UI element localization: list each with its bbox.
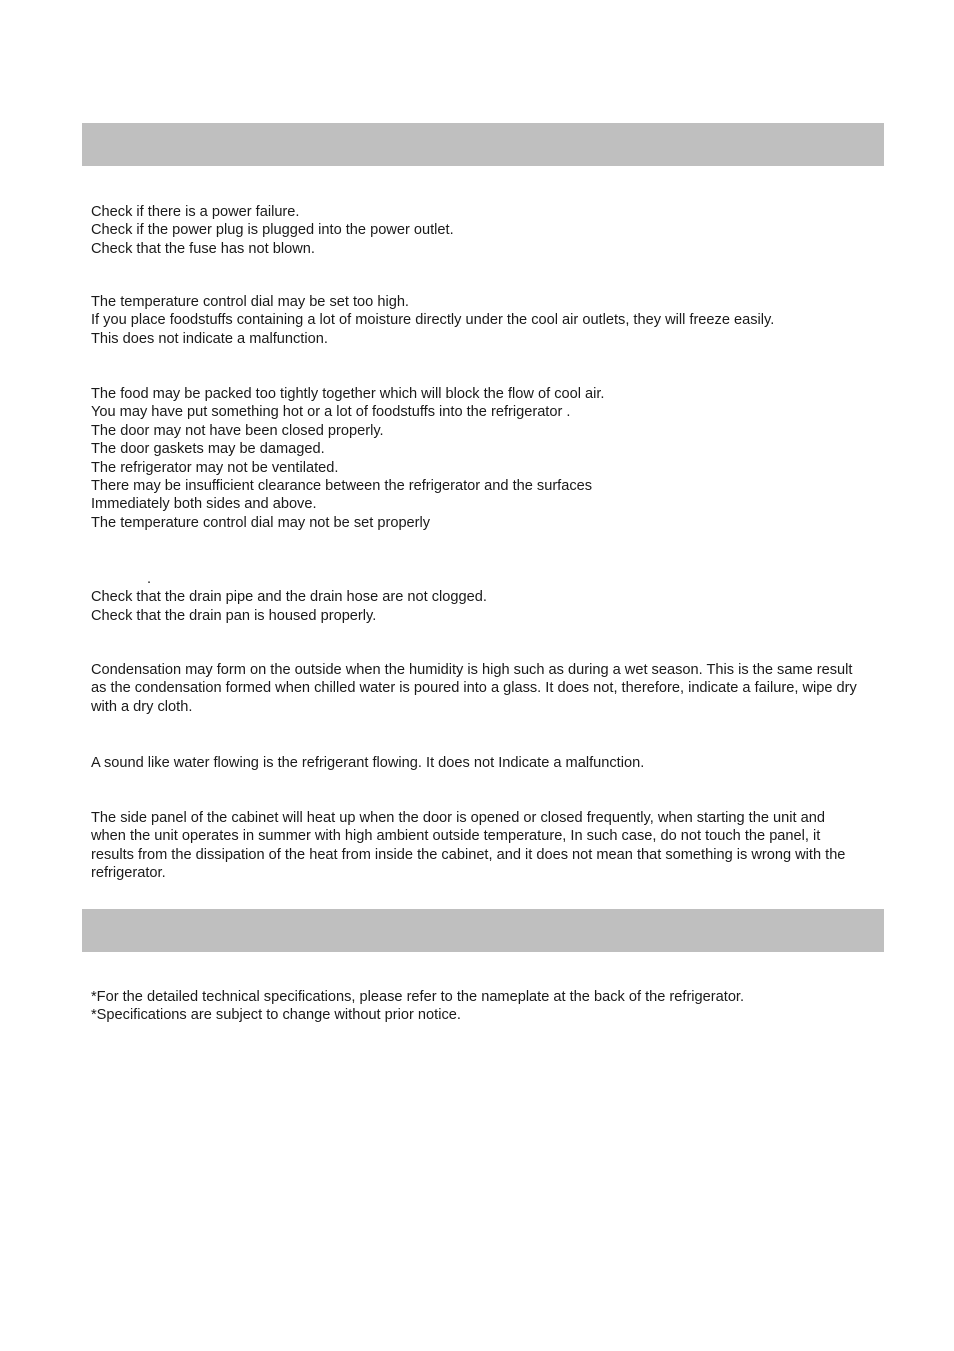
text-line: This does not indicate a malfunction.: [91, 330, 328, 347]
text-line: Check if there is a power failure.: [91, 204, 300, 220]
sound-note: [91, 754, 861, 772]
paragraph: The side panel of the cabinet will heat up when the door is opened or closed frequently, when starting the unit and when the unit operates in summer with high ambient outside temperature, In such case, do not touch the panel, it results from the dissipation of the heat from inside the cabinet, and it does not mean that something is wrong with the refrigerator.: [91, 810, 846, 882]
text-line: *For the detailed technical specifications, please refer to the nameplate at the back of the refrigerator.: [91, 989, 745, 1005]
specifications-header-bar: [82, 909, 884, 952]
paragraph: Condensation may form on the outside when the humidity is high such as during a wet season. This is the same result as the condensation formed when chilled water is poured into a glass. It does not, therefore, indicate a failure, wipe dry with a dry cloth.: [91, 662, 857, 715]
text-line: Check that the fuse has not blown.: [91, 240, 315, 257]
text-line: The food may be packed too tightly together which will block the flow of cool air.: [91, 386, 605, 402]
side-panel-note: [91, 809, 861, 883]
text-line: *Specifications are subject to change without prior notice.: [91, 1007, 461, 1024]
text-line: The temperature control dial may not be set properly: [91, 514, 431, 531]
text-line: Check that the drain pipe and the drain hose are not clogged.: [91, 589, 487, 606]
text-line: There may be insufficient clearance between the refrigerator and the surfaces: [91, 478, 593, 495]
text-line: The door gaskets may be damaged.: [91, 441, 325, 458]
text-line: The refrigerator may not be ventilated.: [91, 459, 339, 476]
water-checks: [91, 570, 861, 625]
no-power-checks: [91, 203, 861, 258]
freezing-checks: [91, 293, 861, 348]
text-line: You may have put something hot or a lot of foodstuffs into the refrigerator .: [91, 404, 571, 421]
text-line: The door may not have been closed properly.: [91, 422, 384, 439]
text-line: The temperature control dial may be set too high.: [91, 294, 409, 310]
text-line: If you place foodstuffs containing a lot of moisture directly under the cool air outlets, they will freeze easily.: [91, 312, 775, 329]
troubleshooting-header-bar: [82, 123, 884, 166]
text-line: Immediately both sides and above.: [91, 496, 317, 513]
not-cold-checks: [91, 385, 861, 532]
text-line: Check if the power plug is plugged into the power outlet.: [91, 222, 454, 239]
condensation-note: [91, 661, 861, 716]
text-line: Check that the drain pan is housed properly.: [91, 607, 377, 624]
specification-notes: [91, 988, 861, 1025]
stray-period: .: [147, 571, 152, 587]
text-line: A sound like water flowing is the refrigerant flowing. It does not Indicate a malfunction.: [91, 755, 645, 771]
